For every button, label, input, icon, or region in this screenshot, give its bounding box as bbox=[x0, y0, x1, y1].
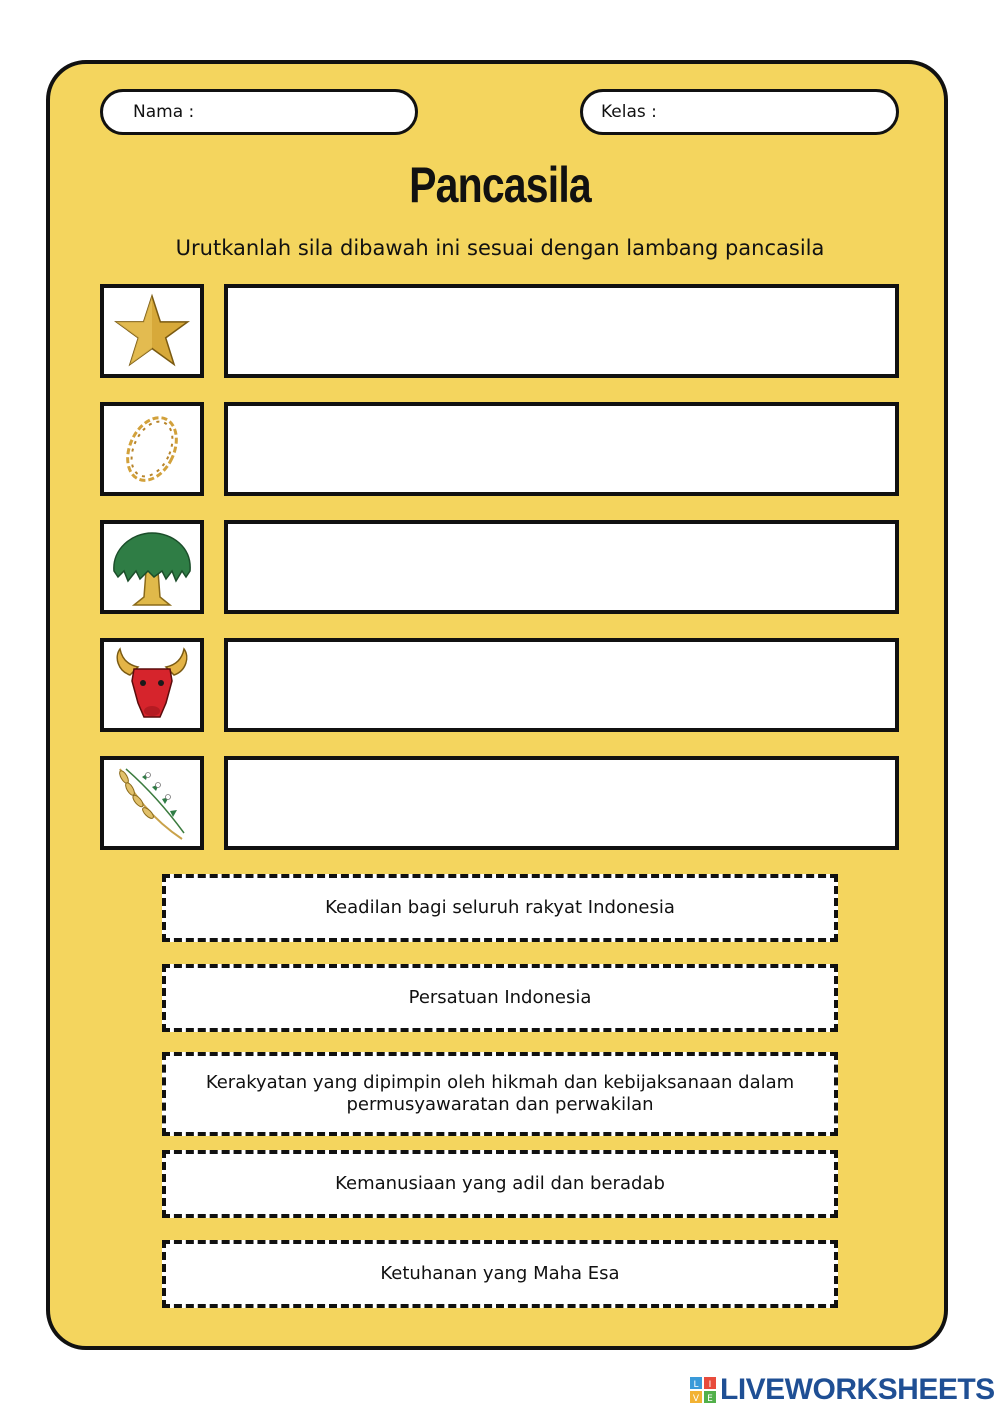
answer-box-2[interactable] bbox=[224, 402, 899, 496]
symbol-box-5 bbox=[100, 756, 204, 850]
choice-card-3[interactable] bbox=[162, 1052, 838, 1136]
choice-card-5[interactable] bbox=[162, 1240, 838, 1308]
brand-name: LIVEWORKSHEETS bbox=[720, 1373, 995, 1406]
choice-text: Kerakyatan yang dipimpin oleh hikmah dan kebijaksanaan dalam permusyawaratan dan perwakilan bbox=[205, 1072, 795, 1115]
answer-box-5[interactable] bbox=[224, 756, 899, 850]
class-label: Kelas : bbox=[601, 102, 657, 122]
symbol-box-2 bbox=[100, 402, 204, 496]
name-field[interactable] bbox=[100, 89, 418, 135]
choice-card-4[interactable] bbox=[162, 1150, 838, 1218]
symbol-box-4 bbox=[100, 638, 204, 732]
instruction-text: Urutkanlah sila dibawah ini sesuai dengan lambang pancasila bbox=[175, 236, 825, 260]
logo-letter-v: V bbox=[692, 1394, 700, 1403]
logo-letter-i: I bbox=[708, 1380, 712, 1390]
rice-cotton-icon bbox=[112, 763, 192, 843]
answer-box-4[interactable] bbox=[224, 638, 899, 732]
choice-card-2[interactable] bbox=[162, 964, 838, 1032]
page-title: Pancasila bbox=[409, 157, 591, 213]
liveworksheets-logo bbox=[690, 1374, 995, 1406]
symbol-box-1 bbox=[100, 284, 204, 378]
chain-icon bbox=[117, 409, 187, 489]
banyan-tree-icon bbox=[110, 527, 194, 607]
answer-box-3[interactable] bbox=[224, 520, 899, 614]
choice-text: Ketuhanan yang Maha Esa bbox=[380, 1263, 620, 1284]
name-label: Nama : bbox=[133, 102, 195, 122]
bull-head-icon bbox=[112, 645, 192, 725]
logo-letter-l: L bbox=[693, 1380, 699, 1390]
choice-text: Persatuan Indonesia bbox=[408, 987, 592, 1008]
star-icon bbox=[114, 293, 190, 369]
logo-letter-e: E bbox=[707, 1394, 713, 1403]
live-logo-icon bbox=[690, 1377, 716, 1403]
symbol-box-3 bbox=[100, 520, 204, 614]
choice-text: Keadilan bagi seluruh rakyat Indonesia bbox=[325, 897, 675, 918]
answer-box-1[interactable] bbox=[224, 284, 899, 378]
choice-card-1[interactable] bbox=[162, 874, 838, 942]
class-field[interactable] bbox=[580, 89, 899, 135]
choice-text: Kemanusiaan yang adil dan beradab bbox=[335, 1173, 665, 1194]
